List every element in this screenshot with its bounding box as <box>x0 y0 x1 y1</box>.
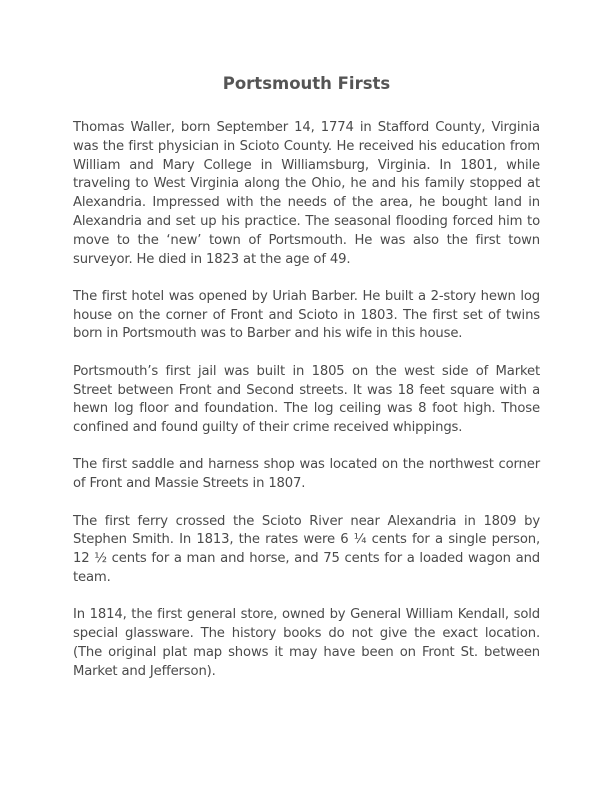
paragraph-first-ferry: The first ferry crossed the Scioto River near Alexandria in 1809 by Stephen Smith. In 1813, the rates were 6 ¼ cents for a single person, 12 ½ cents for a man and horse, and 75 cents for a loaded wagon and team. <box>73 513 540 585</box>
document-page <box>73 72 540 681</box>
paragraph-saddle-shop: The first saddle and harness shop was located on the northwest corner of Front and Massie Streets in 1807. <box>73 457 540 492</box>
page-title: Portsmouth Firsts <box>222 74 391 93</box>
paragraph-thomas-waller: Thomas Waller, born September 14, 1774 in Stafford County, Virginia was the first physician in Scioto County. He received his education from William and Mary College in Williamsburg, Virginia. In 1801, while traveling to West Virginia along the Ohio, he and his family stopped at Alexandria. Impressed with the needs of the area, he bought land in Alexandria and set up his practice. The seasonal flooding forced him to move to the ‘new’ town of Portsmouth. He was also the first town surveyor. He died in 1823 at the age of 49. <box>73 120 540 267</box>
paragraph-first-jail: Portsmouth’s first jail was built in 1805 on the west side of Market Street between Front and Second streets. It was 18 feet square with a hewn log floor and foundation. The log ceiling was 8 foot high. Those confined and found guilty of their crime received whippings. <box>73 363 540 436</box>
paragraph-first-hotel: The first hotel was opened by Uriah Barber. He built a 2-story hewn log house on the corner of Front and Scioto in 1803. The first set of twins born in Portsmouth was to Barber and his wife in this house. <box>73 288 540 342</box>
paragraph-general-store: In 1814, the first general store, owned by General William Kendall, sold special glassware. The history books do not give the exact location. (The original plat map shows it may have been on Front St. between Market and Jefferson). <box>73 607 540 679</box>
